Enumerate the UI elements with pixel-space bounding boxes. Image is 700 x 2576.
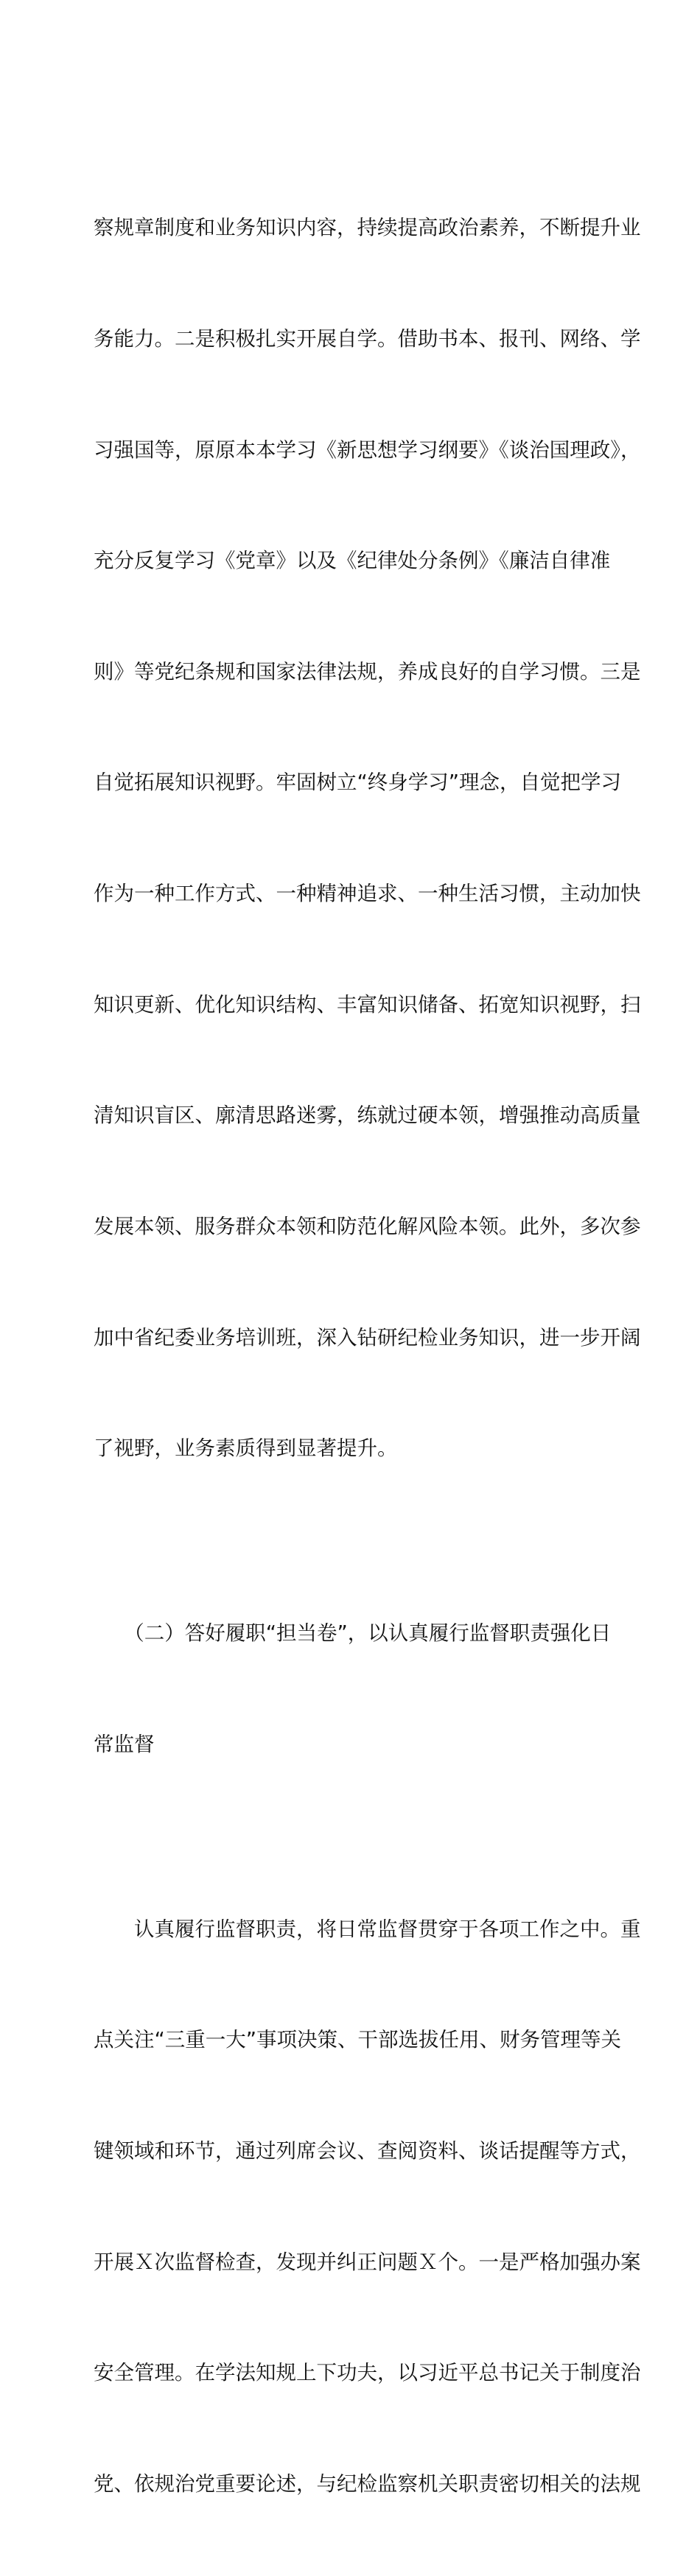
text-line: 了视野，业务素质得到显著提升。 [94, 1436, 398, 1461]
section-heading-2 [94, 1541, 624, 1837]
text-line: 发展本领、服务群众本领和防范化解风险本领。此外，多次参 [94, 1214, 641, 1238]
text-line: 察规章制度和业务知识内容，持续提高政治素养，不断提升业 [94, 216, 641, 240]
text-line: 点关注“三重一大”事项决策、干部选拔任用、财务管理等关 [94, 2028, 621, 2052]
text-line: 安全管理。在学法知规上下功夫，以习近平总书记关于制度治 [94, 2361, 641, 2385]
heading-line: 常监督 [94, 1732, 155, 1756]
document-body [94, 136, 641, 2576]
text-line: 清知识盲区、廓清思路迷雾，练就过硬本领，增强推动高质量 [94, 1103, 641, 1128]
text-line: 开展Ｘ次监督检查，发现并纠正问题Ｘ个。一是严格加强办案 [94, 2250, 641, 2274]
text-line: 党、依规治党重要论述，与纪检监察机关职责密切相关的法规 [94, 2471, 641, 2496]
text-line: 知识更新、优化知识结构、丰富知识储备、拓宽知识视野，扫 [94, 992, 641, 1017]
paragraph-supervision [94, 1836, 641, 2576]
paragraph-study [94, 136, 641, 1541]
text-line: 务能力。二是积极扎实开展自学。借助书本、报刊、网络、学 [94, 327, 641, 351]
text-line: 习强国等，原原本本学习《新思想学习纲要》《谈治国理政》， [94, 438, 641, 462]
text-line: 则》等党纪条规和国家法律法规，养成良好的自学习惯。三是 [94, 659, 641, 684]
text-line: 键领域和环节，通过列席会议、查阅资料、谈话提醒等方式， [94, 2138, 641, 2163]
text-line: 自觉拓展知识视野。牢固树立“终身学习”理念，自觉把学习 [94, 771, 621, 795]
text-line: 充分反复学习《党章》以及《纪律处分条例》《廉洁自律准 [94, 549, 611, 573]
text-line: 认真履行监督职责，将日常监督贯穿于各项工作之中。重 [94, 1917, 641, 1941]
heading-line: （二）答好履职“担当卷”，以认真履行监督职责强化日 [94, 1621, 612, 1646]
text-line: 加中省纪委业务培训班，深入钻研纪检业务知识，进一步开阔 [94, 1325, 641, 1350]
text-line: 作为一种工作方式、一种精神追求、一种生活习惯，主动加快 [94, 882, 641, 906]
